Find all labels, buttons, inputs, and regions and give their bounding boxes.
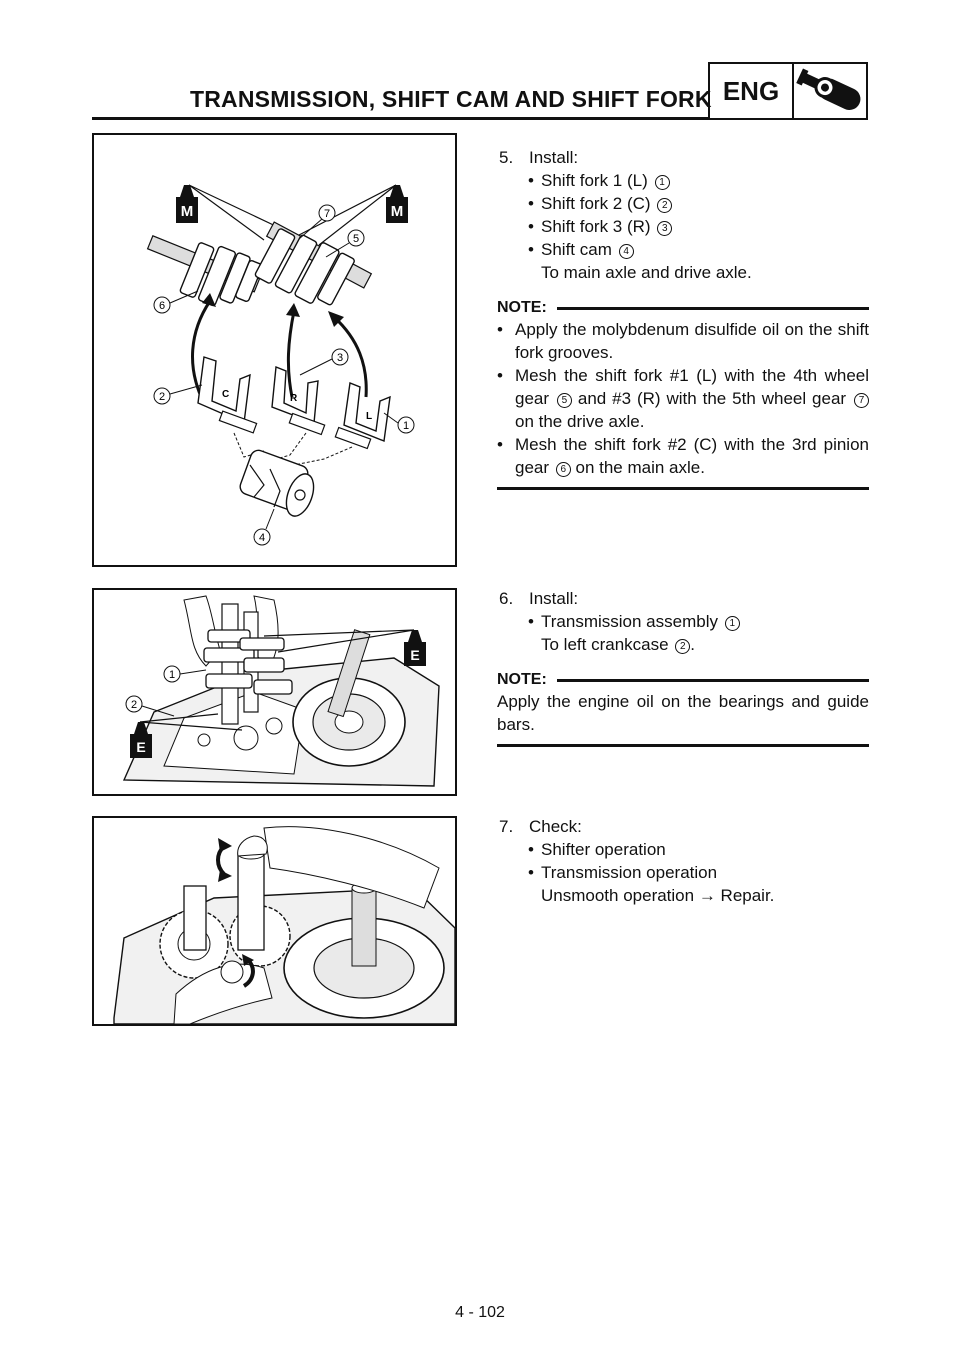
figure-transmission-install <box>92 588 457 796</box>
shift-cam <box>238 448 319 520</box>
step-number: 7. <box>499 817 514 836</box>
step-6 <box>497 587 869 747</box>
note-header: NOTE: <box>497 668 869 690</box>
list-item: • Transmission assembly 1 <box>497 610 869 633</box>
callout-3: 3 <box>336 352 344 364</box>
step-sub: To left crankcase 2 . <box>541 635 696 654</box>
callout-7: 7 <box>323 208 331 220</box>
list-item: • Transmission operation <box>528 863 718 882</box>
ref-2: 2 <box>675 639 690 654</box>
ref-2: 2 <box>657 198 672 213</box>
list-item: • Shift cam 4 <box>497 238 869 261</box>
step-7 <box>497 815 869 907</box>
wrench-icon <box>794 64 866 118</box>
callout-2: 2 <box>158 391 166 403</box>
note-end-rule <box>497 487 869 490</box>
svg-text:C: C <box>222 389 230 400</box>
svg-text:L: L <box>366 411 373 422</box>
note-end-rule <box>497 744 869 747</box>
svg-text:M: M <box>390 203 404 220</box>
svg-text:E: E <box>136 739 146 755</box>
step-heading: Install: <box>529 589 579 608</box>
page-title: TRANSMISSION, SHIFT CAM AND SHIFT FORK <box>190 86 712 112</box>
main-axle <box>148 236 263 306</box>
callout-1: 1 <box>168 669 176 681</box>
section-label: ENG <box>710 64 794 118</box>
section-badge <box>708 62 868 120</box>
page-number: 4 - 102 <box>455 1304 505 1321</box>
callout-6: 6 <box>158 300 166 312</box>
svg-text:R: R <box>290 393 298 404</box>
note-item: • Mesh the shift fork #2 (C) with the 3rd pinion gear 6 on the main axle. <box>497 435 869 477</box>
note-item: • Mesh the shift fork #1 (L) with the 4th wheel gear 5 and #3 (R) with the 5th wheel gear 7 on the drive axle. <box>497 366 869 431</box>
shift-fork-c <box>198 357 257 433</box>
step-number: 6. <box>499 589 514 608</box>
ref-1: 1 <box>655 175 670 190</box>
callout-1: 1 <box>402 420 410 432</box>
note-item: • Apply the molybdenum disulfide oil on the shift fork grooves. <box>497 320 869 362</box>
figure-shift-forks <box>92 133 457 567</box>
step-heading: Install: <box>529 148 579 167</box>
step-5 <box>497 146 869 490</box>
list-item: • Shift fork 2 (C) 2 <box>497 192 869 215</box>
note-body <box>497 318 869 479</box>
step-sub: To main axle and drive axle. <box>541 263 752 282</box>
list-item: • Shifter operation <box>528 840 666 859</box>
molybdenum-oil-mark-left <box>176 185 198 223</box>
callout-5: 5 <box>352 233 360 245</box>
ref-4: 4 <box>619 244 634 259</box>
shift-fork-r <box>272 367 325 435</box>
ref-3: 3 <box>657 221 672 236</box>
ref-1: 1 <box>725 616 740 631</box>
callout-4: 4 <box>258 532 266 544</box>
list-item: • Shift fork 3 (R) 3 <box>497 215 869 238</box>
step-number: 5. <box>499 148 514 167</box>
note-text: Apply the engine oil on the bearings and guide bars. <box>497 692 869 734</box>
figure-check-operation <box>92 816 457 1026</box>
step-heading: Check: <box>529 817 582 836</box>
svg-text:E: E <box>410 647 420 663</box>
shift-fork-l <box>335 383 390 449</box>
step-sub: Unsmooth operation → Repair. <box>541 886 775 905</box>
list-item: • Shift fork 1 (L) 1 <box>497 169 869 192</box>
callout-2: 2 <box>130 699 138 711</box>
svg-text:M: M <box>180 203 194 220</box>
header-rule <box>92 117 708 120</box>
note-header: NOTE: <box>497 296 869 318</box>
engine-oil-mark-right <box>404 630 426 666</box>
